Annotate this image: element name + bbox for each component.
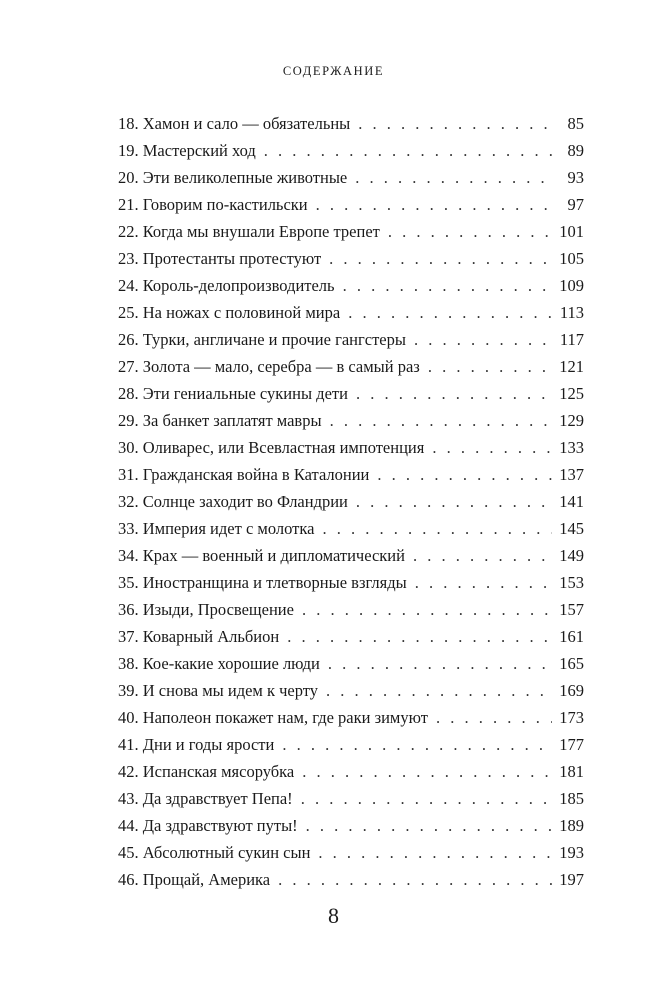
- toc-entry: [118, 677, 584, 704]
- toc-entry: [118, 515, 584, 542]
- toc-entry-title: 42. Испанская мясорубка: [118, 762, 295, 781]
- dot-leader: [287, 623, 552, 650]
- toc-entry: [118, 434, 584, 461]
- toc-entry-title: 28. Эти гениальные сукины дети: [118, 384, 348, 403]
- toc-entry-page: 105: [559, 249, 584, 268]
- dot-leader: [326, 677, 552, 704]
- toc-entry: [118, 596, 584, 623]
- toc-entry: [118, 839, 584, 866]
- toc-entry-title: 18. Хамон и сало — обязательны: [118, 114, 351, 133]
- toc-entry-title: 41. Дни и годы ярости: [118, 735, 275, 754]
- toc-entry-page: 85: [567, 114, 584, 133]
- toc-entry-title: 37. Коварный Альбион: [118, 627, 280, 646]
- dot-leader: [318, 839, 552, 866]
- dot-leader: [264, 137, 552, 164]
- toc-entry: [118, 758, 584, 785]
- toc-entry-page: 97: [567, 195, 584, 214]
- dot-leader: [388, 218, 552, 245]
- toc-entry: [118, 623, 584, 650]
- toc-entry-title: 38. Кое-какие хорошие люди: [118, 654, 320, 673]
- toc-entry-title: 32. Солнце заходит во Фландрии: [118, 492, 348, 511]
- page-number: 8: [328, 903, 339, 928]
- toc-entry: [118, 731, 584, 758]
- toc-entry-title: 19. Мастерский ход: [118, 141, 256, 160]
- toc-entry-title: 45. Абсолютный сукин сын: [118, 843, 311, 862]
- dot-leader: [348, 299, 552, 326]
- running-header: СОДЕРЖАНИЕ: [282, 64, 385, 78]
- toc-entry-title: 31. Гражданская война в Каталонии: [118, 465, 370, 484]
- dot-leader: [358, 110, 552, 137]
- toc-entry: [118, 137, 584, 164]
- toc-entry: [118, 245, 584, 272]
- toc-entry-page: 149: [559, 546, 584, 565]
- dot-leader: [414, 326, 552, 353]
- toc-entry-page: 165: [559, 654, 584, 673]
- toc-entry-title: 29. За банкет заплатят мавры: [118, 411, 322, 430]
- toc-entry-page: 189: [559, 816, 584, 835]
- dot-leader: [302, 758, 552, 785]
- dot-leader: [415, 569, 552, 596]
- toc-entry-page: 101: [559, 222, 584, 241]
- toc-entry-page: 173: [559, 708, 584, 727]
- toc-entry: [118, 299, 584, 326]
- toc-entry: [118, 569, 584, 596]
- toc-entry-page: 141: [559, 492, 584, 511]
- dot-leader: [282, 731, 552, 758]
- toc-entry-title: 33. Империя идет с молотка: [118, 519, 315, 538]
- dot-leader: [306, 812, 552, 839]
- toc-entry-title: 36. Изыди, Просвещение: [118, 600, 294, 619]
- toc-entry-page: 161: [559, 627, 584, 646]
- toc-entry-title: 39. И снова мы идем к черту: [118, 681, 319, 700]
- toc-entry-page: 197: [559, 870, 584, 889]
- toc-entry-page: 137: [559, 465, 584, 484]
- toc-entry: [118, 488, 584, 515]
- toc-entry: [118, 812, 584, 839]
- dot-leader: [301, 785, 552, 812]
- dot-leader: [329, 245, 552, 272]
- toc-entry: [118, 326, 584, 353]
- toc-entry-page: 169: [559, 681, 584, 700]
- toc-entry-title: 21. Говорим по-кастильски: [118, 195, 308, 214]
- toc-entry: [118, 542, 584, 569]
- toc-entry-page: 157: [559, 600, 584, 619]
- toc-entry-title: 24. Король-делопроизводитель: [118, 276, 335, 295]
- dot-leader: [328, 650, 552, 677]
- toc-entry-title: 34. Крах — военный и дипломатический: [118, 546, 405, 565]
- toc-entry: [118, 164, 584, 191]
- toc-entry: [118, 191, 584, 218]
- toc-entry-title: 43. Да здравствует Пепа!: [118, 789, 293, 808]
- toc-entry-page: 177: [559, 735, 584, 754]
- toc-entry-page: 133: [559, 438, 584, 457]
- toc-entry-page: 109: [559, 276, 584, 295]
- toc-entry-page: 89: [567, 141, 584, 160]
- toc-entry-page: 129: [559, 411, 584, 430]
- dot-leader: [355, 164, 552, 191]
- toc-entry-page: 153: [559, 573, 584, 592]
- toc-entry-title: 27. Золота — мало, серебра — в самый раз: [118, 357, 420, 376]
- toc-entry: [118, 785, 584, 812]
- toc-entry-page: 185: [559, 789, 584, 808]
- toc-entry-page: 181: [559, 762, 584, 781]
- toc-entry-title: 44. Да здравствуют путы!: [118, 816, 298, 835]
- toc-entry-title: 26. Турки, англичане и прочие гангстеры: [118, 330, 406, 349]
- toc-entry-page: 121: [559, 357, 584, 376]
- toc-entry-page: 93: [567, 168, 584, 187]
- toc-entry-title: 23. Протестанты протестуют: [118, 249, 322, 268]
- toc-entry-page: 125: [559, 384, 584, 403]
- dot-leader: [356, 380, 552, 407]
- dot-leader: [436, 704, 552, 731]
- dot-leader: [432, 434, 552, 461]
- toc-entry-page: 113: [559, 303, 584, 322]
- toc-entry: [118, 866, 584, 893]
- toc-entry: [118, 380, 584, 407]
- toc-entry-title: 30. Оливарес, или Всевластная импотенция: [118, 438, 425, 457]
- toc-entry-title: 46. Прощай, Америка: [118, 870, 271, 889]
- dot-leader: [377, 461, 552, 488]
- dot-leader: [356, 488, 552, 515]
- toc-entry-page: 193: [559, 843, 584, 862]
- toc-entry: [118, 650, 584, 677]
- dot-leader: [343, 272, 552, 299]
- toc-entry: [118, 272, 584, 299]
- dot-leader: [322, 515, 552, 542]
- toc-entry: [118, 218, 584, 245]
- toc-entry-title: 35. Иностранщина и тлетворные взгляды: [118, 573, 407, 592]
- toc-entry-page: 145: [559, 519, 584, 538]
- table-of-contents: [118, 110, 584, 893]
- dot-leader: [413, 542, 552, 569]
- toc-entry: [118, 110, 584, 137]
- toc-entry-title: 20. Эти великолепные животные: [118, 168, 348, 187]
- toc-entry: [118, 407, 584, 434]
- dot-leader: [330, 407, 552, 434]
- dot-leader: [302, 596, 552, 623]
- toc-entry-title: 22. Когда мы внушали Европе трепет: [118, 222, 380, 241]
- toc-entry: [118, 461, 584, 488]
- toc-entry: [118, 353, 584, 380]
- toc-entry-page: 117: [559, 330, 584, 349]
- dot-leader: [316, 191, 552, 218]
- dot-leader: [278, 866, 552, 893]
- toc-entry-title: 25. На ножах с половиной мира: [118, 303, 341, 322]
- toc-entry: [118, 704, 584, 731]
- dot-leader: [428, 353, 552, 380]
- toc-entry-title: 40. Наполеон покажет нам, где раки зимуют: [118, 708, 428, 727]
